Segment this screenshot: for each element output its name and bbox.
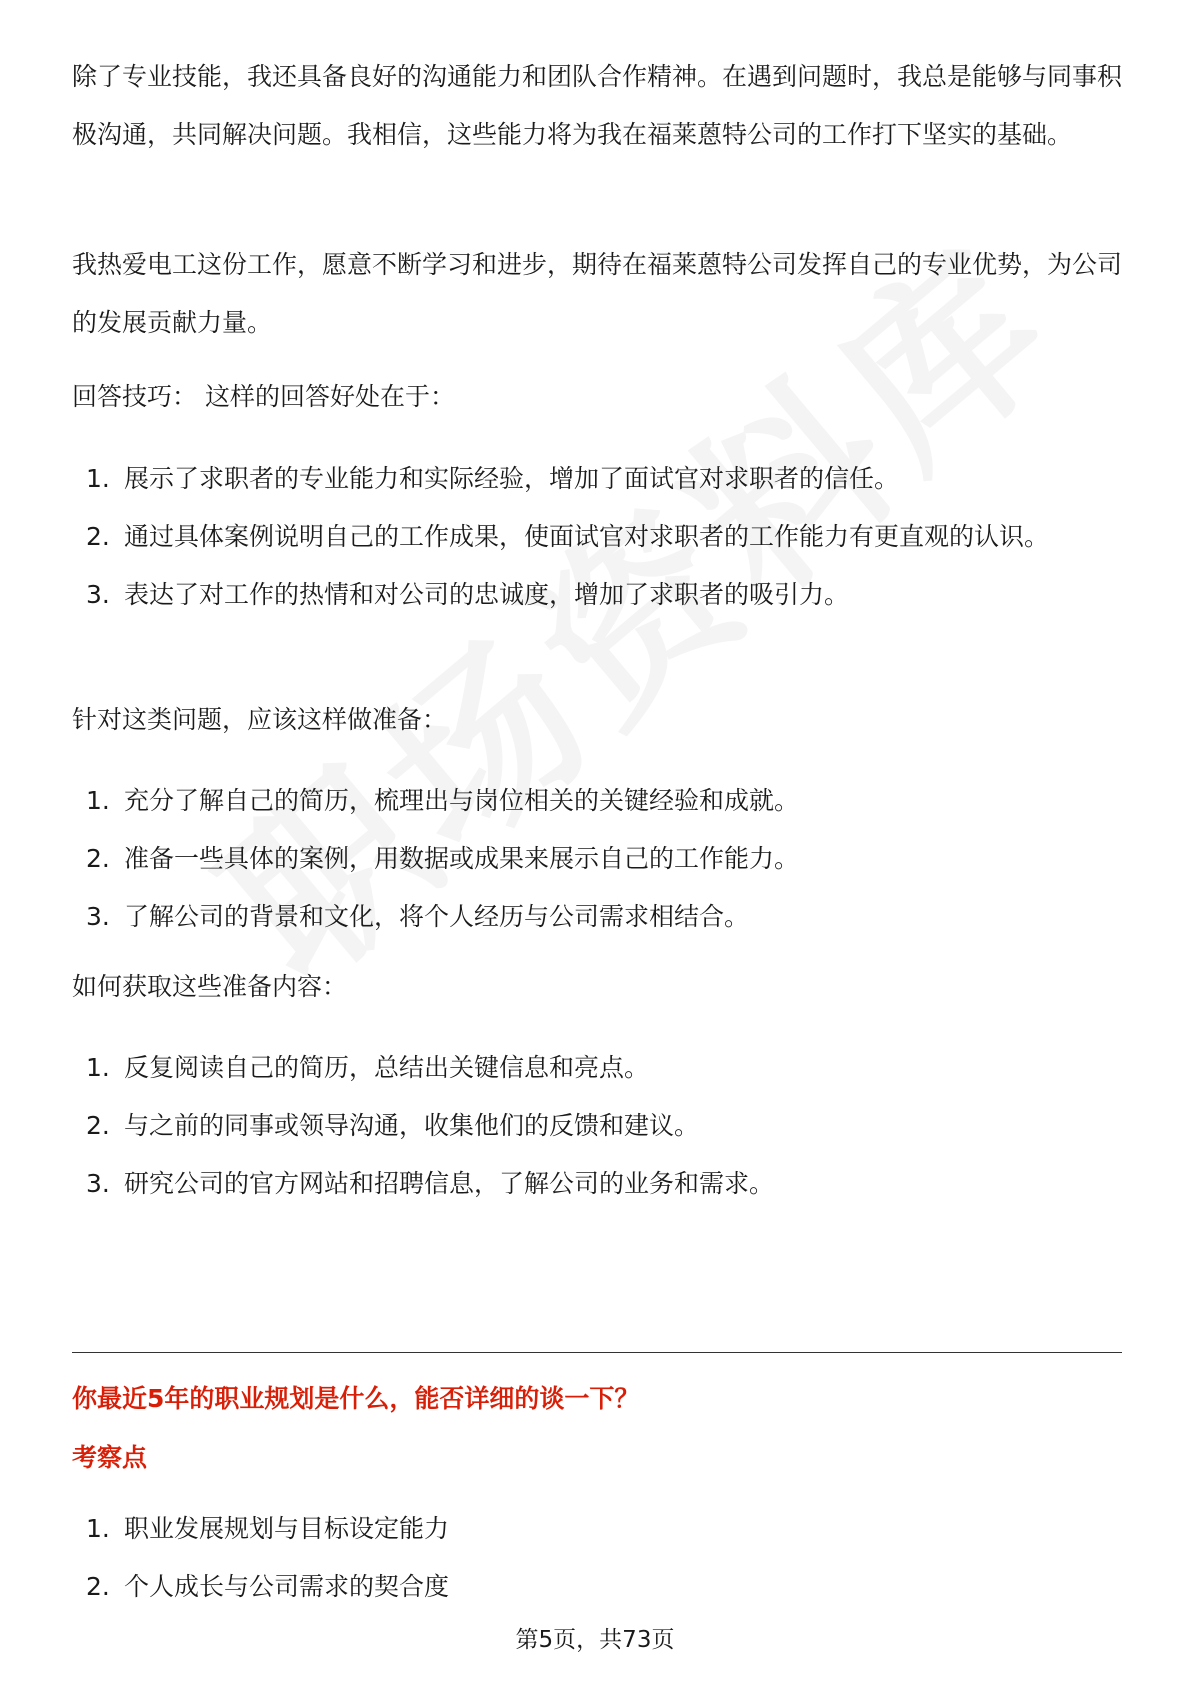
list-item: [72, 508, 1122, 566]
list-text: 准备一些具体的案例，用数据或成果来展示自己的工作能力。: [124, 844, 800, 873]
tips-list: [72, 450, 1122, 624]
list-item: [72, 450, 1122, 508]
list-item: [72, 1558, 1122, 1616]
list-text: 了解公司的背景和文化，将个人经历与公司需求相结合。: [124, 902, 750, 931]
list-item: [72, 830, 1122, 888]
list-number: 1.: [86, 1514, 110, 1543]
list-number: 1.: [86, 786, 110, 815]
list-number: 1.: [86, 464, 110, 493]
list-item: [72, 1500, 1122, 1558]
list-text: 与之前的同事或领导沟通，收集他们的反馈和建议。: [124, 1111, 700, 1140]
source-list: [72, 1039, 1122, 1213]
list-item: [72, 1097, 1122, 1155]
list-item: [72, 888, 1122, 946]
list-item: [72, 566, 1122, 624]
question-title: 你最近5年的职业规划是什么，能否详细的谈一下？: [72, 1384, 640, 1413]
list-text: 展示了求职者的专业能力和实际经验，增加了面试官对求职者的信任。: [124, 464, 900, 493]
list-number: 3.: [86, 580, 110, 609]
list-text: 通过具体案例说明自己的工作成果，使面试官对求职者的工作能力有更直观的认识。: [124, 522, 1050, 551]
paragraph-passion: 我热爱电工这份工作，愿意不断学习和进步，期待在福莱蒽特公司发挥自己的专业优势，为公司的发展贡献力量。: [72, 250, 1123, 337]
list-item: [72, 1039, 1122, 1097]
focus-list: [72, 1500, 1122, 1616]
tips-heading: 回答技巧： 这样的回答好处在于：: [72, 382, 455, 411]
list-text: 职业发展规划与目标设定能力: [124, 1514, 450, 1543]
list-text: 反复阅读自己的简历，总结出关键信息和亮点。: [124, 1053, 650, 1082]
list-number: 2.: [86, 844, 110, 873]
list-number: 3.: [86, 1169, 110, 1198]
page-footer: 第5页，共73页: [515, 1627, 675, 1653]
list-number: 2.: [86, 522, 110, 551]
list-number: 2.: [86, 1572, 110, 1601]
focus-label: 考察点: [72, 1443, 148, 1472]
list-number: 1.: [86, 1053, 110, 1082]
list-text: 个人成长与公司需求的契合度: [124, 1572, 450, 1601]
list-number: 2.: [86, 1111, 110, 1140]
list-item: [72, 1155, 1122, 1213]
list-item: [72, 772, 1122, 830]
prep-heading: 针对这类问题，应该这样做准备：: [72, 705, 448, 734]
source-heading: 如何获取这些准备内容：: [72, 972, 348, 1001]
list-text: 研究公司的官方网站和招聘信息，了解公司的业务和需求。: [124, 1169, 775, 1198]
list-text: 充分了解自己的简历，梳理出与岗位相关的关键经验和成就。: [124, 786, 800, 815]
paragraph-skills: 除了专业技能，我还具备良好的沟通能力和团队合作精神。在遇到问题时，我总是能够与同事积极沟通，共同解决问题。我相信，这些能力将为我在福莱蒽特公司的工作打下坚实的基础。: [72, 62, 1123, 149]
list-text: 表达了对工作的热情和对公司的忠诚度，增加了求职者的吸引力。: [124, 580, 850, 609]
list-number: 3.: [86, 902, 110, 931]
prep-list: [72, 772, 1122, 946]
section-divider: [72, 1352, 1122, 1353]
